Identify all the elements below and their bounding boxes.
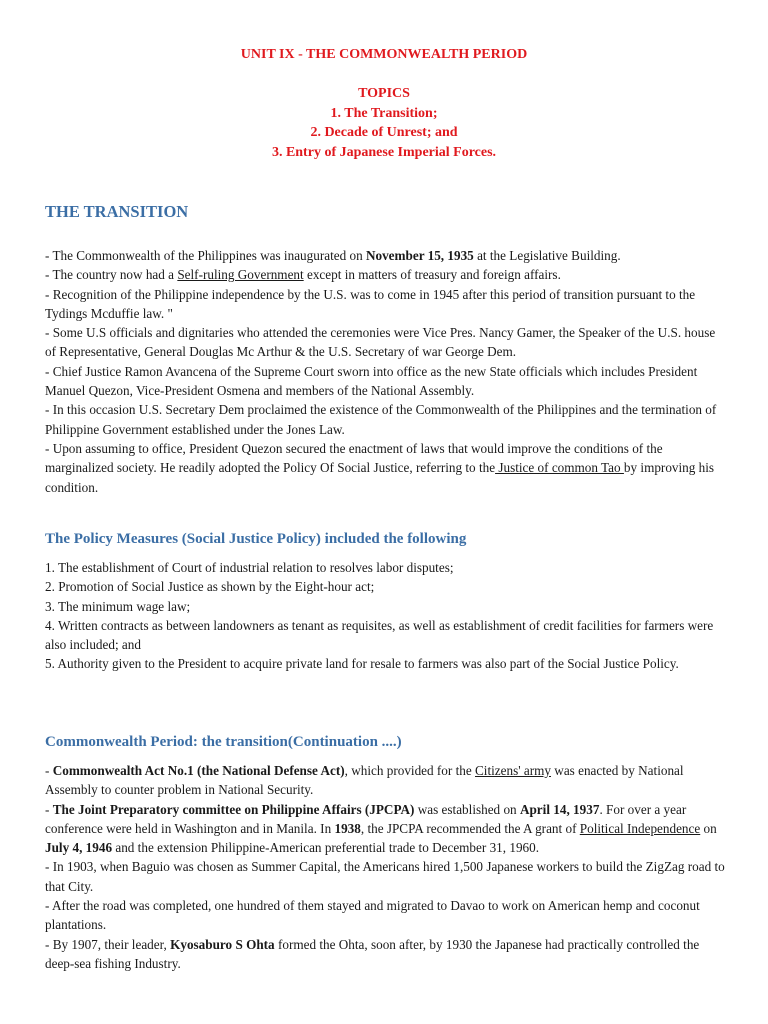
paragraph: - By 1907, their leader, Kyosaburo S Ohta formed the Ohta, soon after, by 1930 the Japanese had practically controlled the deep-sea fishing Industry. [45,936,700,971]
section-heading-transition: THE TRANSITION [45,202,189,221]
paragraph: - Recognition of the Philippine independence by the U.S. was to come in 1945 after this period of transition pursuant to the Tydings Mcduffie law. " [45,286,696,321]
transition-body [45,246,725,497]
continuation-body [45,761,725,973]
topic-item: 1. The Transition; [330,105,438,121]
section-heading-policy: The Policy Measures (Social Justice Policy) included the following [45,531,467,547]
paragraph: - The country now had a Self-ruling Government except in matters of treasury and foreign affairs. [45,267,561,283]
paragraph: - In this occasion U.S. Secretary Dem proclaimed the existence of the Commonwealth of the Philippines and the termination of Philippine Government established under the Jones Law. [45,402,717,437]
underlined-term: Self-ruling Government [177,267,304,283]
list-item: 4. Written contracts as between landowners as tenant as requisites, as well as establishment of credit facilities for farmers were also included; and [45,617,714,653]
paragraph: - After the road was completed, one hundred of them stayed and migrated to Davao to work on American hemp and coconut plantations. [45,898,700,933]
underlined-term: Political Independence [579,820,701,836]
paragraph: - The Joint Preparatory committee on Philippine Affairs (JPCPA) was established on April 14, 1937. For over a year conference were held in Washington and in Manila. In 1938, the JPCPA recommended the A grant of Political Independence on July 4, 1946 and the extension Philippine-American preferential trade to December 31, 1960. [45,801,717,856]
list-item: 5. Authority given to the President to acquire private land for resale to farmers was also part of the Social Justice Policy. [45,656,679,672]
list-item: 2. Promotion of Social Justice as shown by the Eight-hour act; [45,579,375,595]
paragraph: - The Commonwealth of the Philippines was inaugurated on November 15, 1935 at the Legislative Building. [45,248,621,263]
topics-block [0,84,768,162]
underlined-term: Justice of common Tao [495,460,624,476]
policy-list [45,558,725,674]
unit-title: UNIT IX - THE COMMONWEALTH PERIOD [240,47,528,62]
underlined-term: Citizens' army [475,763,551,778]
topic-item: 3. Entry of Japanese Imperial Forces. [271,144,497,160]
topics-heading: TOPICS [358,86,410,101]
list-item: 3. The minimum wage law; [45,598,191,614]
paragraph: - Upon assuming to office, President Quezon secured the enactment of laws that would improve the conditions of the marginalized society. He readily adopted the Policy Of Social Justice, referring to the Justice of common Tao by improving his condition. [45,440,715,495]
paragraph: - Commonwealth Act No.1 (the National Defense Act), which provided for the Citizens' army was enacted by National Assembly to counter problem in National Security. [45,763,684,798]
paragraph: - Some U.S officials and dignitaries who attended the ceremonies were Vice Pres. Nancy Gamer, the Speaker of the U.S. house of Representative, General Douglas Mc Arthur & the U.S. Secretary of war George Dem. [45,325,716,360]
list-item: 1. The establishment of Court of industrial relation to resolves labor disputes; [45,560,454,575]
section-heading-continuation: Commonwealth Period: the transition(Continuation ....) [45,734,402,750]
paragraph: - Chief Justice Ramon Avancena of the Supreme Court sworn into office as the new State officials which includes President Manuel Quezon, Vice-President Osmena and members of the National Assembly. [45,363,698,399]
topic-item: 2. Decade of Unrest; and [310,125,458,140]
paragraph: - In 1903, when Baguio was chosen as Summer Capital, the Americans hired 1,500 Japanese workers to build the ZigZag road to that City. [45,859,725,894]
